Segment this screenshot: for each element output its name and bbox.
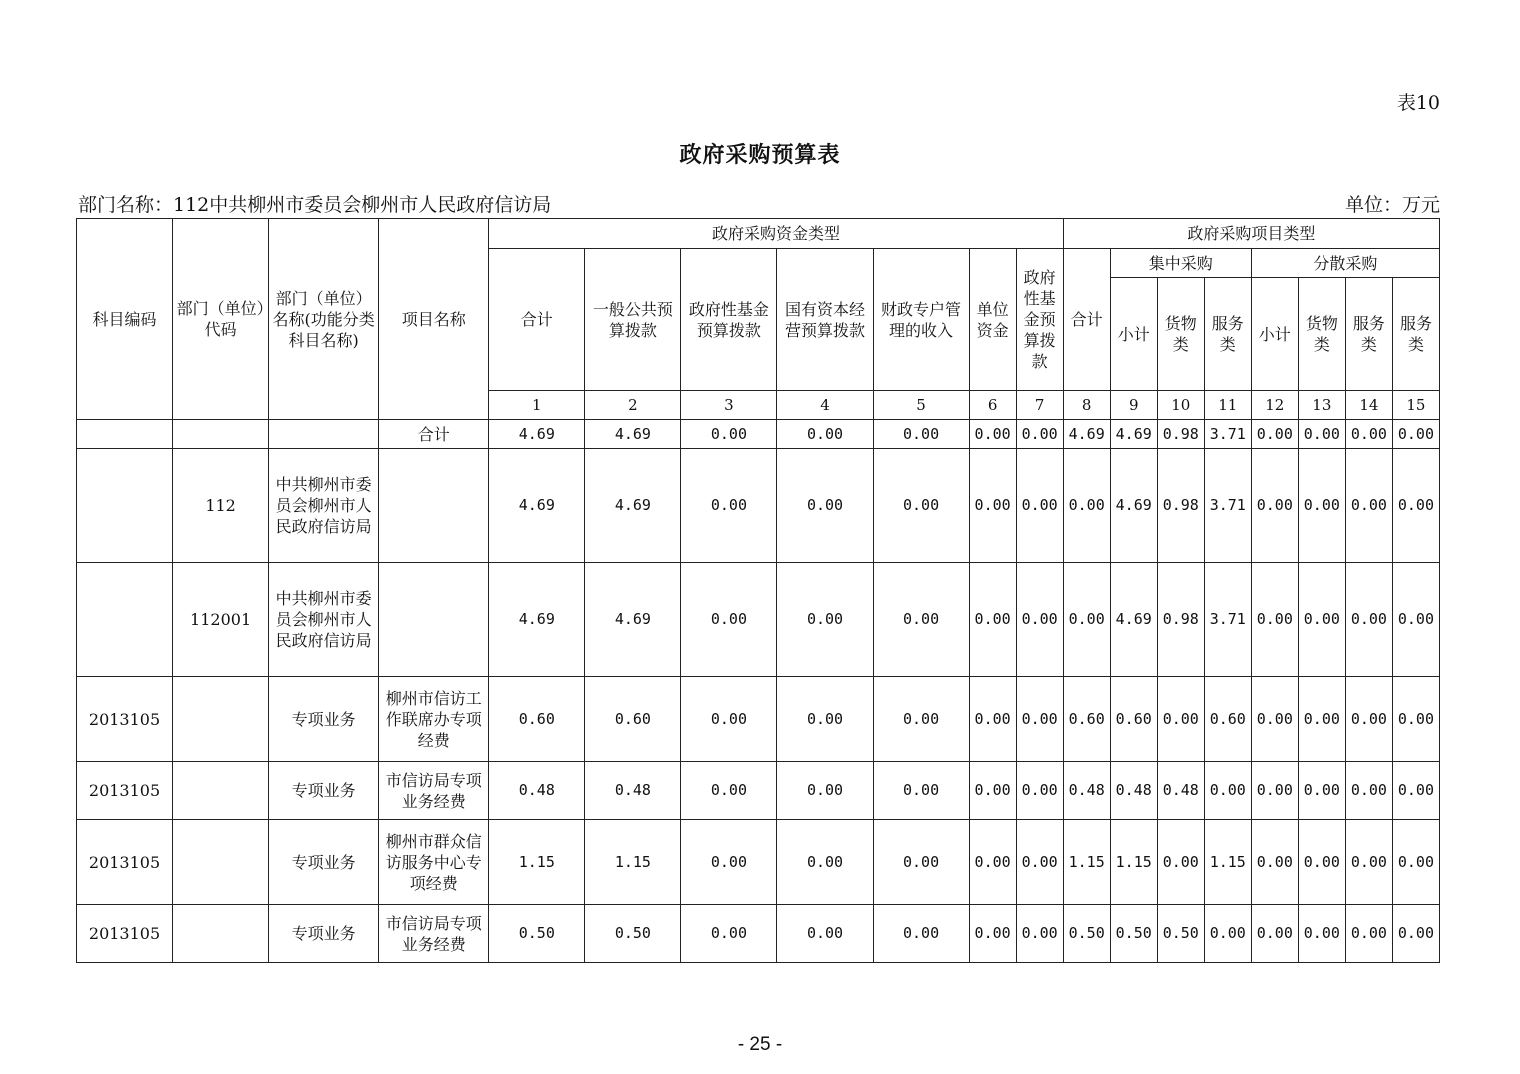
header-item-total: 合计 xyxy=(1063,249,1110,391)
column-index: 9 xyxy=(1110,391,1157,420)
value-cell: 0.00 xyxy=(873,905,969,963)
dept-name-cell: 专项业务 xyxy=(269,677,379,762)
column-index: 1 xyxy=(489,391,585,420)
value-cell: 0.60 xyxy=(585,677,681,762)
value-cell: 0.00 xyxy=(1016,563,1063,677)
column-index: 14 xyxy=(1345,391,1392,420)
value-cell: 0.00 xyxy=(969,420,1016,449)
dept-name-cell xyxy=(269,420,379,449)
table-row xyxy=(77,449,1440,563)
value-cell: 0.00 xyxy=(1016,820,1063,905)
value-cell: 1.15 xyxy=(489,820,585,905)
column-index: 4 xyxy=(777,391,873,420)
total-label-cell: 合计 xyxy=(379,420,489,449)
dept-code-cell xyxy=(173,762,269,820)
header-scattered-col: 服务类 xyxy=(1392,278,1439,391)
project-name-cell: 市信访局专项业务经费 xyxy=(379,905,489,963)
value-cell: 0.00 xyxy=(1298,563,1345,677)
department-name-line: 部门名称：112中共柳州市委员会柳州市人民政府信访局 xyxy=(78,194,552,216)
subject-code-cell: 2013105 xyxy=(77,905,173,963)
value-cell: 0.00 xyxy=(1016,677,1063,762)
value-cell: 0.00 xyxy=(1204,905,1251,963)
value-cell: 0.00 xyxy=(1392,563,1439,677)
value-cell: 0.50 xyxy=(1157,905,1204,963)
value-cell: 0.00 xyxy=(777,420,873,449)
value-cell: 0.00 xyxy=(1251,449,1298,563)
value-cell: 0.00 xyxy=(777,677,873,762)
value-cell: 0.00 xyxy=(1298,449,1345,563)
column-index: 12 xyxy=(1251,391,1298,420)
column-index: 11 xyxy=(1204,391,1251,420)
header-central-col: 小计 xyxy=(1110,278,1157,391)
dept-name-cell: 专项业务 xyxy=(269,905,379,963)
value-cell: 0.00 xyxy=(1392,820,1439,905)
header-fund-col: 国有资本经营预算拨款 xyxy=(777,249,873,391)
value-cell: 0.00 xyxy=(681,762,777,820)
value-cell: 0.00 xyxy=(1345,563,1392,677)
column-index: 7 xyxy=(1016,391,1063,420)
value-cell: 0.00 xyxy=(1016,449,1063,563)
dept-code-cell: 112 xyxy=(173,449,269,563)
value-cell: 0.00 xyxy=(777,905,873,963)
value-cell: 0.00 xyxy=(873,762,969,820)
value-cell: 0.00 xyxy=(1157,820,1204,905)
header-fund-col: 政府性基金预算拨款 xyxy=(1016,249,1063,391)
value-cell: 0.00 xyxy=(969,563,1016,677)
value-cell: 0.00 xyxy=(1251,563,1298,677)
value-cell: 0.00 xyxy=(1251,762,1298,820)
value-cell: 0.48 xyxy=(489,762,585,820)
value-cell: 0.00 xyxy=(969,762,1016,820)
value-cell: 0.00 xyxy=(1251,820,1298,905)
value-cell: 0.50 xyxy=(1063,905,1110,963)
value-cell: 1.15 xyxy=(1110,820,1157,905)
value-cell: 0.60 xyxy=(489,677,585,762)
value-cell: 0.00 xyxy=(873,420,969,449)
subject-code-cell xyxy=(77,449,173,563)
value-cell: 0.48 xyxy=(1110,762,1157,820)
dept-name-cell: 专项业务 xyxy=(269,820,379,905)
value-cell: 4.69 xyxy=(585,420,681,449)
procurement-budget-table xyxy=(76,218,1440,963)
value-cell: 0.00 xyxy=(1251,420,1298,449)
value-cell: 1.15 xyxy=(585,820,681,905)
header-fund-col: 一般公共预算拨款 xyxy=(585,249,681,391)
header-subject-code: 科目编码 xyxy=(77,219,173,420)
project-name-cell xyxy=(379,563,489,677)
value-cell: 3.71 xyxy=(1204,420,1251,449)
table-row xyxy=(77,820,1440,905)
value-cell: 0.00 xyxy=(1298,677,1345,762)
project-name-cell xyxy=(379,449,489,563)
value-cell: 0.00 xyxy=(1016,420,1063,449)
project-name-cell: 市信访局专项业务经费 xyxy=(379,762,489,820)
value-cell: 0.00 xyxy=(969,449,1016,563)
value-cell: 0.00 xyxy=(681,449,777,563)
value-cell: 0.60 xyxy=(1063,677,1110,762)
value-cell: 0.00 xyxy=(873,449,969,563)
value-cell: 0.00 xyxy=(969,677,1016,762)
header-fund-type-group: 政府采购资金类型 xyxy=(489,219,1063,249)
dept-code-cell: 112001 xyxy=(173,563,269,677)
table-row xyxy=(77,905,1440,963)
header-fund-col: 政府性基金预算拨款 xyxy=(681,249,777,391)
project-name-cell: 柳州市群众信访服务中心专项经费 xyxy=(379,820,489,905)
value-cell: 0.00 xyxy=(1345,449,1392,563)
table-row xyxy=(77,677,1440,762)
value-cell: 0.00 xyxy=(1204,762,1251,820)
value-cell: 0.00 xyxy=(873,820,969,905)
value-cell: 0.00 xyxy=(969,905,1016,963)
value-cell: 3.71 xyxy=(1204,563,1251,677)
header-dept-code: 部门（单位）代码 xyxy=(173,219,269,420)
value-cell: 4.69 xyxy=(1063,420,1110,449)
dept-code-cell xyxy=(173,820,269,905)
column-index: 8 xyxy=(1063,391,1110,420)
value-cell: 0.50 xyxy=(1110,905,1157,963)
value-cell: 0.00 xyxy=(681,420,777,449)
value-cell: 4.69 xyxy=(489,449,585,563)
value-cell: 0.00 xyxy=(1016,905,1063,963)
value-cell: 0.00 xyxy=(681,820,777,905)
value-cell: 0.00 xyxy=(1392,420,1439,449)
value-cell: 4.69 xyxy=(585,563,681,677)
value-cell: 0.98 xyxy=(1157,420,1204,449)
value-cell: 0.00 xyxy=(681,677,777,762)
value-cell: 0.00 xyxy=(1016,762,1063,820)
table-row xyxy=(77,563,1440,677)
value-cell: 4.69 xyxy=(1110,449,1157,563)
value-cell: 0.00 xyxy=(1298,820,1345,905)
value-cell: 0.48 xyxy=(1063,762,1110,820)
value-cell: 0.00 xyxy=(1298,762,1345,820)
column-index: 2 xyxy=(585,391,681,420)
header-central-procurement: 集中采购 xyxy=(1110,249,1251,278)
value-cell: 0.60 xyxy=(1110,677,1157,762)
header-central-col: 服务类 xyxy=(1204,278,1251,391)
table-number: 表10 xyxy=(1396,92,1440,114)
value-cell: 0.00 xyxy=(681,905,777,963)
value-cell: 0.00 xyxy=(1345,762,1392,820)
header-central-col: 货物类 xyxy=(1157,278,1204,391)
column-index: 6 xyxy=(969,391,1016,420)
value-cell: 0.00 xyxy=(1063,563,1110,677)
value-cell: 0.00 xyxy=(873,563,969,677)
value-cell: 4.69 xyxy=(489,420,585,449)
subject-code-cell xyxy=(77,563,173,677)
header-fund-col: 财政专户管理的收入 xyxy=(873,249,969,391)
header-fund-col: 单位资金 xyxy=(969,249,1016,391)
header-scattered-col: 货物类 xyxy=(1298,278,1345,391)
value-cell: 0.00 xyxy=(777,820,873,905)
page-number: - 25 - xyxy=(737,1034,783,1055)
value-cell: 0.98 xyxy=(1157,563,1204,677)
value-cell: 4.69 xyxy=(1110,563,1157,677)
header-item-type-group: 政府采购项目类型 xyxy=(1063,219,1439,249)
value-cell: 0.60 xyxy=(1204,677,1251,762)
value-cell: 3.71 xyxy=(1204,449,1251,563)
value-cell: 0.00 xyxy=(1345,420,1392,449)
dept-code-cell xyxy=(173,905,269,963)
value-cell: 0.48 xyxy=(1157,762,1204,820)
value-cell: 0.00 xyxy=(873,677,969,762)
dept-code-cell xyxy=(173,420,269,449)
header-scattered-col: 服务类 xyxy=(1345,278,1392,391)
column-index: 13 xyxy=(1298,391,1345,420)
value-cell: 4.69 xyxy=(489,563,585,677)
value-cell: 0.50 xyxy=(489,905,585,963)
value-cell: 1.15 xyxy=(1204,820,1251,905)
dept-name-cell: 中共柳州市委员会柳州市人民政府信访局 xyxy=(269,449,379,563)
value-cell: 0.50 xyxy=(585,905,681,963)
value-cell: 0.00 xyxy=(1345,820,1392,905)
value-cell: 4.69 xyxy=(585,449,681,563)
header-fund-col: 合计 xyxy=(489,249,585,391)
value-cell: 0.00 xyxy=(777,762,873,820)
value-cell: 0.00 xyxy=(1345,905,1392,963)
value-cell: 0.00 xyxy=(1392,449,1439,563)
value-cell: 0.48 xyxy=(585,762,681,820)
value-cell: 0.00 xyxy=(1157,677,1204,762)
subject-code-cell: 2013105 xyxy=(77,762,173,820)
column-index: 5 xyxy=(873,391,969,420)
subject-code-cell: 2013105 xyxy=(77,677,173,762)
dept-name-cell: 专项业务 xyxy=(269,762,379,820)
value-cell: 0.00 xyxy=(969,820,1016,905)
value-cell: 0.00 xyxy=(681,563,777,677)
value-cell: 0.00 xyxy=(1392,762,1439,820)
unit-line: 单位：万元 xyxy=(1344,194,1440,216)
dept-name-cell: 中共柳州市委员会柳州市人民政府信访局 xyxy=(269,563,379,677)
subject-code-cell xyxy=(77,420,173,449)
header-project-name: 项目名称 xyxy=(379,219,489,420)
value-cell: 4.69 xyxy=(1110,420,1157,449)
column-index: 3 xyxy=(681,391,777,420)
value-cell: 0.00 xyxy=(1345,677,1392,762)
header-scattered-procurement: 分散采购 xyxy=(1251,249,1439,278)
page-title: 政府采购预算表 xyxy=(679,142,841,168)
value-cell: 0.00 xyxy=(1298,905,1345,963)
column-index: 15 xyxy=(1392,391,1439,420)
value-cell: 0.00 xyxy=(1063,449,1110,563)
column-index: 10 xyxy=(1157,391,1204,420)
header-dept-name: 部门（单位）名称(功能分类科目名称) xyxy=(269,219,379,420)
dept-code-cell xyxy=(173,677,269,762)
value-cell: 0.00 xyxy=(777,563,873,677)
project-name-cell: 柳州市信访工作联席办专项经费 xyxy=(379,677,489,762)
value-cell: 0.00 xyxy=(1298,420,1345,449)
header-scattered-col: 小计 xyxy=(1251,278,1298,391)
table-row xyxy=(77,762,1440,820)
value-cell: 0.98 xyxy=(1157,449,1204,563)
value-cell: 0.00 xyxy=(1251,905,1298,963)
subject-code-cell: 2013105 xyxy=(77,820,173,905)
table-row-total xyxy=(77,420,1440,449)
value-cell: 0.00 xyxy=(1392,905,1439,963)
value-cell: 0.00 xyxy=(777,449,873,563)
value-cell: 0.00 xyxy=(1392,677,1439,762)
value-cell: 0.00 xyxy=(1251,677,1298,762)
value-cell: 1.15 xyxy=(1063,820,1110,905)
